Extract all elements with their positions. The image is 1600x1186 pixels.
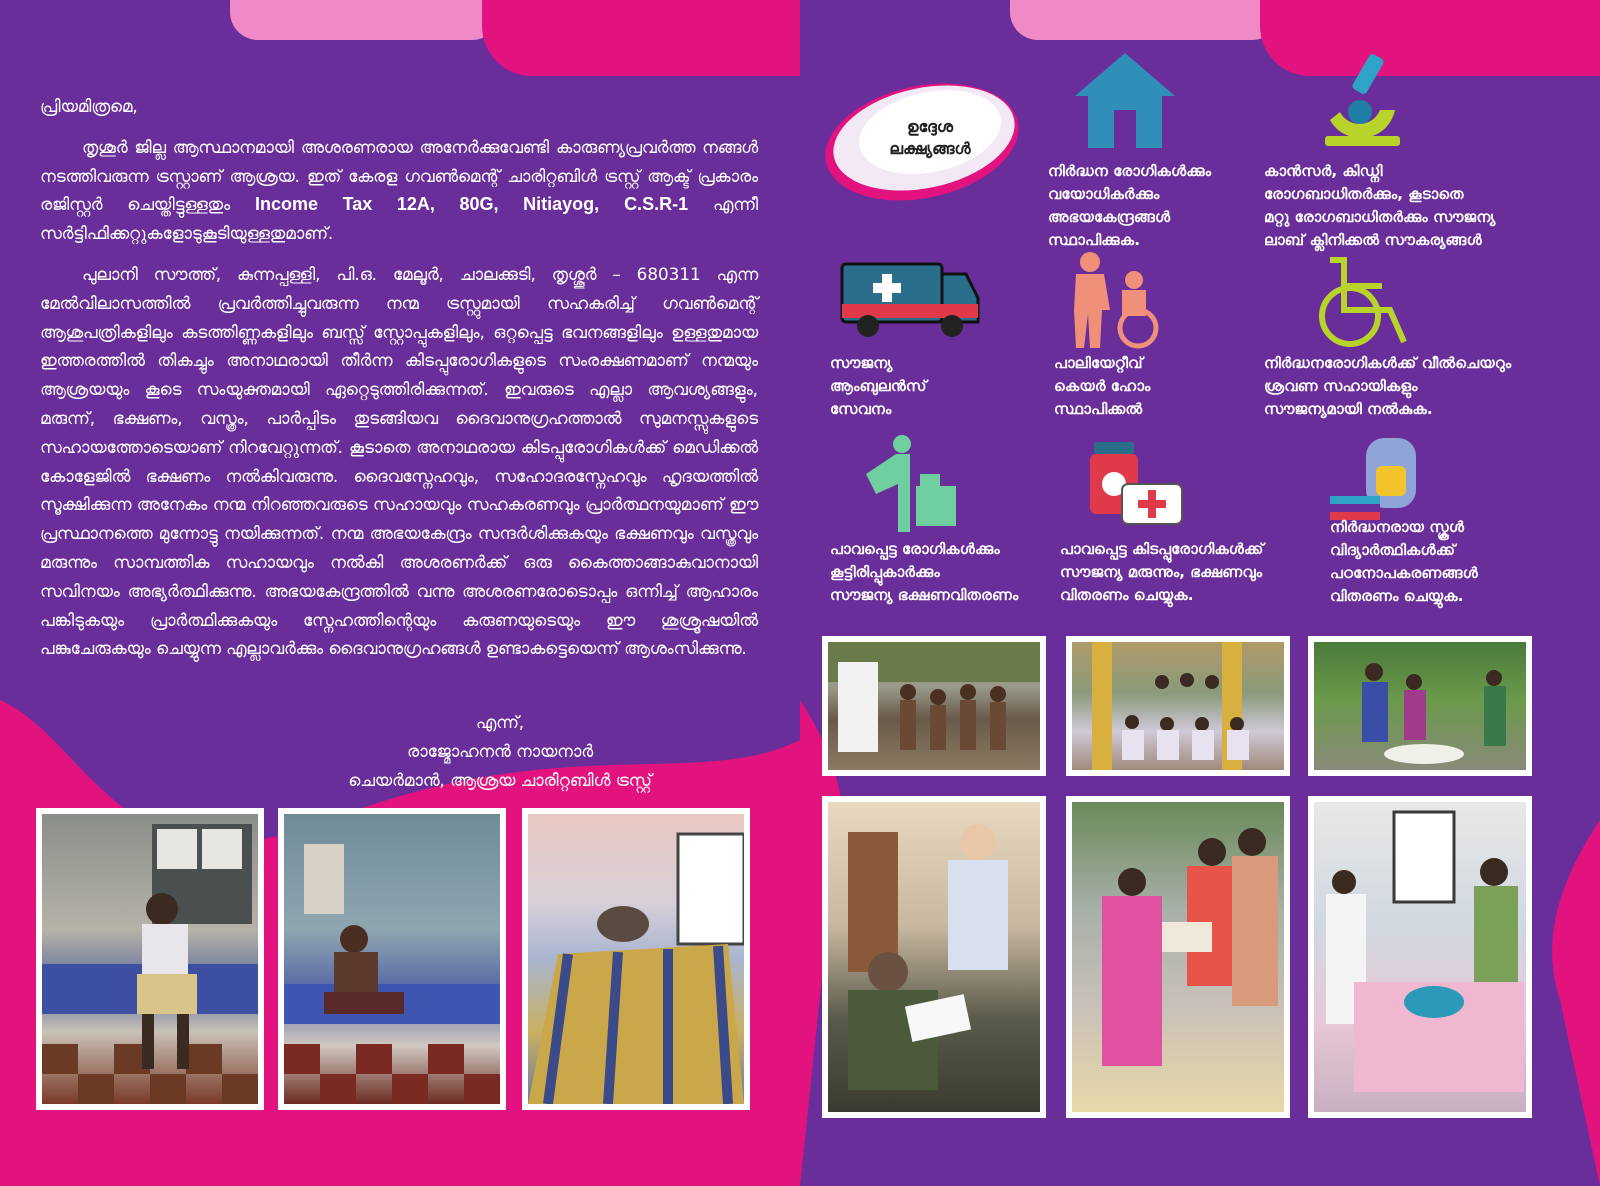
photo-scene — [528, 814, 744, 1104]
objective-2: കാൻസർ, കിഡ്നി രോഗബാധിതർക്കും, കൂടാതെ മറ്റു രോഗബാധിതർക്കും സൗജന്യ ലാബ് ക്ലിനിക്കൽ സൗകര്യങ്ങൾ — [1264, 162, 1496, 249]
objective-7: പാവപ്പെട്ട കിടപ്പുരോഗികൾക്ക് സൗജന്യ മരുന്നും, ഭക്ഷണവും വിതരണം ചെയ്യുക. — [1060, 540, 1264, 604]
photo-scene — [828, 642, 1040, 770]
microscope-icon — [1310, 50, 1410, 150]
badge-text — [860, 116, 1000, 160]
badge-line-1: ഉദ്ദേശ — [906, 117, 954, 136]
objective-3: സൗജന്യ ആംബുലൻസ് സേവനം — [830, 354, 927, 418]
photo-man-eating — [36, 808, 264, 1110]
paragraph-1-end: എന്നീ സർട്ടിഫിക്കറ്റുകളോടുകൂടിയുള്ളതുമാണ്. — [40, 194, 759, 244]
ambulance-icon — [840, 252, 980, 342]
photo-scene — [1314, 642, 1526, 770]
paragraph-2: പുലാനി സൗത്ത്, കുന്നപ്പള്ളി, പി.ഒ. മേലൂർ, ചാലക്കുടി, തൃശ്ശൂർ – 680311 എന്ന മേൽവിലാസത്തിൽ പ്രവർത്തിച്ചുവരുന്ന നന്മ ട്രസ്റ്റുമായി സഹകരിച്ച് ഗവൺമെന്റ് ആശുപത്രികളിലും കടത്തിണ്ണകളിലും ബസ്സ് സ്റ്റോപ്പുകളിലും, ഒറ്റപ്പെട്ട ഭവനങ്ങളിലും ഉള്ളതുമായ ഇത്തരത്തിൽ തികച്ചും അനാഥരായി തീർന്ന കിടപ്പുരോഗികളുടെ സംരക്ഷണമാണ് നന്മയും ആശ്രയയും കൂടെ സംയുക്തമായി ഏറ്റെടുത്തിരിക്കുന്നത്. ഇവരുടെ എല്ലാ ആവശ്യങ്ങളും, മരുന്ന്, ഭക്ഷണം, വസ്ത്രം, പാർപ്പിടം തുടങ്ങിയവ ദൈവാനുഗ്രഹത്താൽ സുമനസ്സുകളുടെ സഹായത്തോടെയാണ് നിറവേറ്റുന്നത്. കൂടാതെ അനാഥരായ കിടപ്പുരോഗികൾക്ക് മെഡിക്കൽ കോളേജിൽ ഭക്ഷണം നൽകിവരുന്നു. ദൈവസ്നേഹവും, സഹോദരസ്നേഹവും ഹൃദയത്തിൽ സൂക്ഷിക്കുന്ന അനേകം നന്മ നിറഞ്ഞവരുടെ സഹായവും സഹകരണവും പ്രാർത്ഥനയുമാണ് ഈ പ്രസ്ഥാനത്തെ മുന്നോട്ടു നയിക്കുന്നത്. നന്മ അഭയകേന്ദ്രം സന്ദർശിക്കുകയും ഭക്ഷണവും വസ്ത്രവും മരുന്നും സാമ്പത്തിക സഹായവും നൽകി അശരണർക്ക് ഒരു കൈത്താങ്ങാകുവാനായി സവിനയം അഭ്യർത്ഥിക്കുന്നു. അഭയകേന്ദ്രത്തിൽ വന്നു അശരണരോടൊപ്പം ഒന്നിച്ച് ആഹാരം പങ്കിടുകയും പ്രാർത്ഥിക്കുകയും സ്നേഹത്തിന്റെയും കരുണയുടെയും ഈ ശുശ്രൂഷയിൽ പങ്കുചേരുകയും ചെയ്യുന്ന എല്ലാവർക്കും ദൈവാനുഗ്രഹങ്ങൾ ഉണ്ടാകട്ടെയെന്ന് ആശംസിക്കുന്നു. — [40, 263, 758, 659]
photo-scene — [1072, 642, 1284, 770]
top-tab-pink — [482, 0, 800, 76]
medicine-kit-icon — [1086, 438, 1186, 528]
tax-certs: Income Tax 12A, 80G, Nitiayog, — [254, 194, 600, 215]
letter-text — [40, 92, 758, 675]
photo-scene — [42, 814, 258, 1104]
csr-cert: C.S.R-1 — [624, 194, 689, 215]
signature-block — [300, 708, 700, 795]
photo-scene — [284, 814, 500, 1104]
paragraph-1 — [40, 133, 758, 248]
greeting: പ്രിയമിത്രമെ, — [40, 96, 138, 116]
objective-1: നിർദ്ധന രോഗികൾക്കും വയോധികർക്കും അഭയകേന്ദ്രങ്ങൾ സ്ഥാപിക്കുക. — [1048, 162, 1212, 249]
objective-5: നിർദ്ധനരോഗികൾക്ക് വീൽചെയറും ശ്രവണ സഹായികളും സൗജന്യമായി നൽകുക. — [1264, 354, 1512, 418]
wheelchair-icon — [1310, 250, 1420, 350]
house-icon — [1070, 48, 1180, 153]
photo-group-distribution — [1066, 636, 1290, 776]
top-tab-light — [230, 0, 500, 40]
top-tab-light — [1010, 0, 1280, 40]
sign-name: രാജ്മോഹനൻ നായനാർ — [407, 741, 593, 761]
objective-4: പാലിയേറ്റീവ് കെയർ ഹോം സ്ഥാപിക്കൽ — [1054, 354, 1151, 418]
sign-closing: എന്ന്, — [475, 712, 525, 732]
photo-village-children — [822, 636, 1046, 776]
badge-line-2: ലക്ഷ്യങ്ങൾ — [889, 139, 971, 158]
photo-bedridden — [522, 808, 750, 1110]
caregiver-icon — [1064, 250, 1164, 350]
sign-title: ചെയർമാൻ, ആശ്രയ ചാരിറ്റബിൾ ട്രസ്റ്റ് — [348, 770, 652, 790]
photo-scene — [828, 802, 1040, 1112]
food-serving-icon — [860, 434, 960, 534]
photo-scene — [1072, 802, 1284, 1112]
photo-rice-distribution — [1308, 636, 1532, 776]
paragraph-1-text: തൃശൂർ ജില്ല ആസ്ഥാനമായി അശരണരായ അനേർക്കുവേണ്ടി കാരുണ്യപ്രവർത്ത നങ്ങൾ നടത്തിവരുന്ന ട്രസ്റ്റാണ് ആശ്രയ. ഇത് കേരള ഗവൺമെന്റ് ചാരിറ്റബിൾ ട്രസ്റ്റ് ആക്ട് പ്രകാരം രജിസ്റ്റർ ചെയ്തിട്ടുള്ളതും — [40, 136, 758, 215]
school-bag-icon — [1326, 426, 1426, 526]
photo-kit-handover — [1066, 796, 1290, 1118]
objectives-panel — [800, 0, 1600, 1186]
photo-elder-wheelchair — [822, 796, 1046, 1118]
objective-8: നിർദ്ധനരായ സ്കൂൾ വിദ്യാർത്ഥികൾക്ക് പഠനോപകരണങ്ങൾ വിതരണം ചെയ്യുക. — [1330, 518, 1478, 605]
photo-scene — [1314, 802, 1526, 1112]
photo-ward — [278, 808, 506, 1110]
objective-6: പാവപ്പെട്ട രോഗികൾക്കും കൂട്ടിരിപ്പുകാർക്കും സൗജന്യ ഭക്ഷണവിതരണം — [830, 540, 1019, 604]
photo-hospital-visit — [1308, 796, 1532, 1118]
